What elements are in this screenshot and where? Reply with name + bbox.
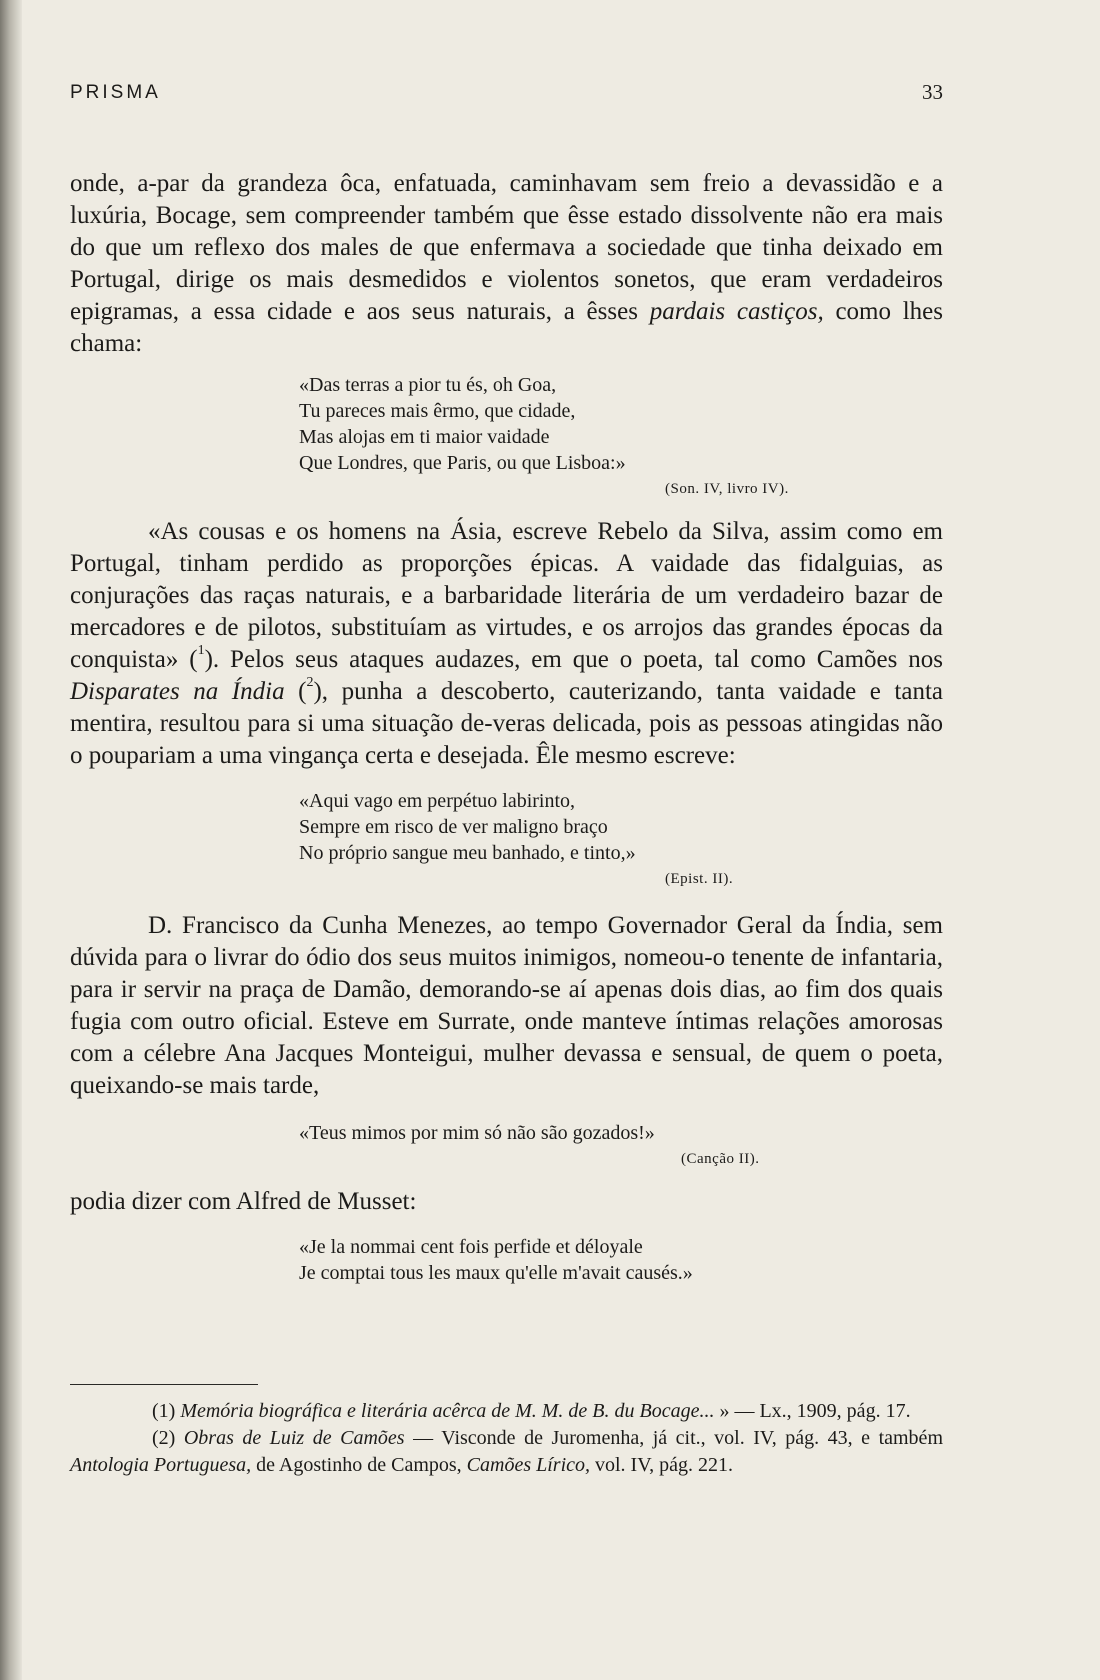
verse-quote-3 bbox=[299, 1120, 943, 1172]
body-text bbox=[70, 168, 943, 1286]
paragraph-2 bbox=[70, 516, 943, 772]
page-number: 33 bbox=[922, 80, 943, 104]
paragraph-text: ), punha a descoberto, cauterizando, tanta vaidade e tanta mentira, resultou para si uma situação de-veras delicada, pois as pessoas atingidas não o poupariam a uma vingança certa e desejada. Êle mesmo escreve: bbox=[70, 678, 944, 769]
paragraph-text: ). Pelos seus ataques audazes, em que o poeta, tal como Camões nos bbox=[204, 646, 943, 673]
footnote-divider bbox=[70, 1384, 258, 1385]
paragraph-4: podia dizer com Alfred de Musset: bbox=[70, 1188, 417, 1215]
verse-line: Mas alojas em ti maior vaidade bbox=[299, 426, 550, 448]
running-head: PRISMA bbox=[70, 82, 161, 103]
paragraph-text: como lhes chama: bbox=[70, 298, 943, 357]
footnote-ref: 1 bbox=[197, 643, 205, 658]
footnote-number: (1) bbox=[152, 1400, 176, 1422]
paragraph-text: onde, a-par da grandeza ôca, enfatuada, caminhavam sem freio a devassidão e a luxúria, Bocage, sem compreender também que êsse estado dissolvente não era mais do que um reflexo dos males de que enfermava a sociedade que tinha deixado em Portugal, dirige os mais desmedidos e violentos sonetos, que eram verdadeiros epigramas, a essa cidade e aos seus naturais, a êsses bbox=[70, 170, 943, 325]
verse-line: «Aqui vago em perpétuo labirinto, bbox=[299, 790, 576, 812]
footnote-2 bbox=[70, 1425, 943, 1479]
footnote-1 bbox=[70, 1398, 943, 1425]
footnote-text: » — Lx., 1909, pág. 17. bbox=[714, 1400, 911, 1422]
verse-line: No próprio sangue meu banhado, e tinto,» bbox=[299, 842, 636, 864]
verse-line: «Je la nommai cent fois perfide et déloyale bbox=[299, 1236, 643, 1258]
verse-citation: (Epist. II). bbox=[665, 871, 734, 887]
paragraph-text: ( bbox=[284, 678, 307, 705]
verse-citation: (Canção II). bbox=[681, 1151, 760, 1167]
verse-citation: (Son. IV, livro IV). bbox=[665, 481, 789, 497]
page-header bbox=[70, 82, 943, 112]
italic-title: Obras de Luiz de Camões bbox=[183, 1427, 405, 1449]
italic-title: Camões Lírico, bbox=[466, 1454, 590, 1476]
verse-line: Que Londres, que Paris, ou que Lisboa:» bbox=[299, 452, 626, 474]
footnote-text: — Visconde de Juromenha, já cit., vol. IV, pág. 43, e também bbox=[404, 1427, 943, 1449]
paragraph-3: D. Francisco da Cunha Menezes, ao tempo Governador Geral da Índia, sem dúvida para o livrar do ódio dos seus muitos inimigos, nomeou-o tenente de infantaria, para ir servir na praça de Damão, demorando-se aí apenas dois dias, ao fim dos quais fugia com outro oficial. Esteve em Surrate, onde manteve íntimas relações amorosas com a célebre Ana Jacques Monteigui, mulher devassa e sensual, de quem o poeta, queixando-se mais tarde, bbox=[70, 912, 943, 1099]
verse-line: Sempre em risco de ver maligno braço bbox=[299, 816, 608, 838]
footnote-number: (2) bbox=[152, 1427, 176, 1449]
verse-quote-2 bbox=[299, 788, 943, 892]
italic-title: Memória biográfica e literária acêrca de M. M. de B. du Bocage... bbox=[180, 1400, 715, 1422]
verse-quote-4 bbox=[299, 1234, 943, 1286]
paragraph-1 bbox=[70, 168, 943, 360]
footnote-text: de Agostinho de Campos, bbox=[251, 1454, 467, 1476]
verse-line: Tu pareces mais êrmo, que cidade, bbox=[299, 400, 576, 422]
italic-title: Antologia Portuguesa, bbox=[70, 1454, 252, 1476]
italic-phrase: pardais castiços, bbox=[649, 298, 824, 325]
italic-title: Disparates na Índia bbox=[70, 678, 285, 705]
verse-quote-1 bbox=[299, 372, 943, 502]
footnote-ref: 2 bbox=[306, 675, 314, 690]
paragraph-text: «As cousas e os homens na Ásia, escreve Rebelo da Silva, assim como em Portugal, tinham perdido as proporções épicas. A vaidade das fidalguias, as conjurações das raças naturais, e a barbaridade literária de um verdadeiro bazar de mercadores e de pilotos, substituíam as virtudes, e os arrojos das grandes épocas da conquista» ( bbox=[70, 518, 943, 673]
verse-line: «Teus mimos por mim só não são gozados!» bbox=[299, 1122, 655, 1144]
verse-line: «Das terras a pior tu és, oh Goa, bbox=[299, 374, 557, 396]
verse-line: Je comptai tous les maux qu'elle m'avait causés.» bbox=[299, 1262, 693, 1284]
footnotes bbox=[70, 1398, 943, 1479]
footnote-text: vol. IV, pág. 221. bbox=[590, 1454, 733, 1476]
